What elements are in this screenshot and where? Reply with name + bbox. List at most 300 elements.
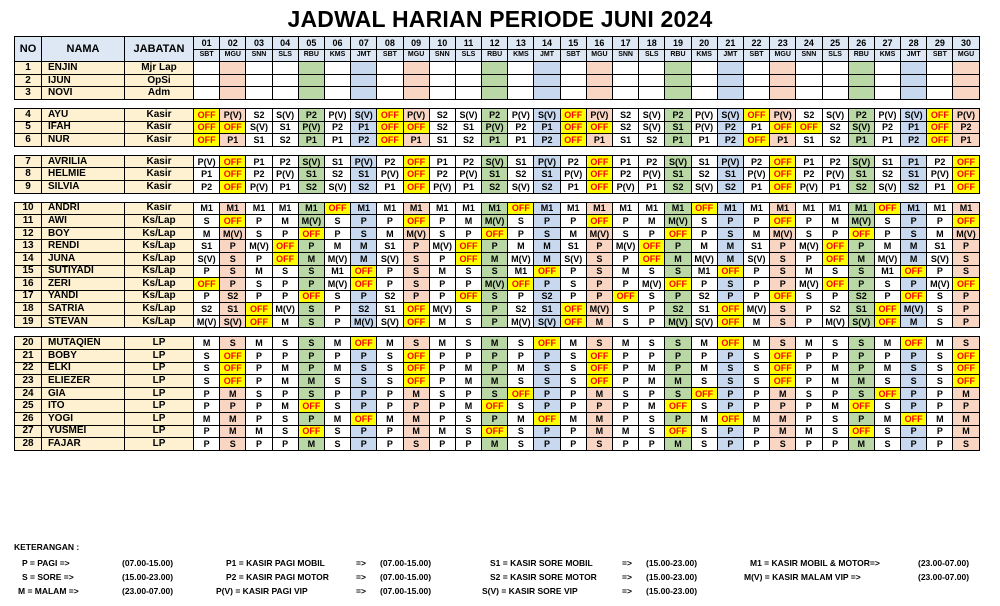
shift-cell bbox=[927, 62, 953, 75]
shift-cell: S bbox=[796, 227, 822, 240]
shift-cell: M bbox=[403, 425, 429, 438]
shift-off-cell: OFF bbox=[717, 315, 743, 328]
shift-cell: P2 bbox=[743, 155, 769, 168]
employee-name: BOY bbox=[42, 227, 125, 240]
shift-cell: P bbox=[927, 438, 953, 451]
shift-cell: S bbox=[770, 303, 796, 316]
legend-time-m1: (23.00-07.00) bbox=[918, 558, 970, 568]
shift-cell: P bbox=[429, 215, 455, 228]
shift-cell: P bbox=[534, 400, 560, 413]
shift-cell: P bbox=[613, 278, 639, 291]
shift-cell: M bbox=[560, 227, 586, 240]
employee-position: LP bbox=[125, 350, 194, 363]
row-number: 23 bbox=[15, 375, 42, 388]
shift-cell: P2 bbox=[324, 121, 350, 134]
shift-cell: M1 bbox=[272, 202, 298, 215]
shift-cell: P bbox=[403, 240, 429, 253]
shift-cell: P bbox=[560, 438, 586, 451]
shift-cell: S1 bbox=[560, 240, 586, 253]
table-row bbox=[15, 387, 980, 400]
shift-off-cell: OFF bbox=[770, 290, 796, 303]
employee-position: Ks/Lap bbox=[125, 278, 194, 291]
legend-time-sore: (15.00-23.00) bbox=[122, 572, 174, 582]
legend-time-pagi: (07.00-15.00) bbox=[122, 558, 174, 568]
shift-cell: M1 bbox=[482, 202, 508, 215]
shift-off-cell: OFF bbox=[351, 337, 377, 350]
shift-cell: P bbox=[560, 400, 586, 413]
shift-cell bbox=[455, 74, 481, 87]
shift-cell: M(V) bbox=[429, 240, 455, 253]
shift-cell: M bbox=[613, 425, 639, 438]
shift-cell bbox=[377, 62, 403, 75]
shift-cell: P bbox=[324, 387, 350, 400]
shift-cell: S(V) bbox=[927, 252, 953, 265]
shift-cell: S2 bbox=[717, 180, 743, 193]
legend-time-mv: (23.00-07.00) bbox=[918, 572, 970, 582]
day-number: 26 bbox=[848, 37, 874, 50]
shift-cell: P bbox=[534, 438, 560, 451]
shift-cell: P(V) bbox=[874, 108, 900, 121]
shift-cell: P bbox=[220, 240, 246, 253]
shift-cell: S bbox=[770, 315, 796, 328]
shift-cell: M bbox=[770, 425, 796, 438]
shift-cell: P1 bbox=[351, 121, 377, 134]
employee-position: Ks/Lap bbox=[125, 215, 194, 228]
shift-cell: P1 bbox=[927, 180, 953, 193]
shift-cell: M bbox=[796, 265, 822, 278]
table-row bbox=[15, 74, 980, 87]
weekday-label: SNN bbox=[429, 49, 455, 62]
day-number: 28 bbox=[901, 37, 927, 50]
shift-cell: S bbox=[639, 265, 665, 278]
shift-cell: S bbox=[613, 315, 639, 328]
row-number: 5 bbox=[15, 121, 42, 134]
shift-cell: P bbox=[796, 438, 822, 451]
shift-cell: P bbox=[429, 413, 455, 426]
row-number: 4 bbox=[15, 108, 42, 121]
shift-cell: M bbox=[639, 362, 665, 375]
shift-cell: S2 bbox=[482, 180, 508, 193]
weekday-label: SNN bbox=[796, 49, 822, 62]
shift-cell: S bbox=[953, 438, 979, 451]
row-number: 17 bbox=[15, 290, 42, 303]
shift-off-cell: OFF bbox=[770, 168, 796, 181]
day-number: 02 bbox=[220, 37, 246, 50]
shift-cell: S1 bbox=[874, 155, 900, 168]
day-number: 23 bbox=[770, 37, 796, 50]
shift-cell: M bbox=[691, 337, 717, 350]
shift-cell: M bbox=[508, 362, 534, 375]
table-row bbox=[15, 202, 980, 215]
shift-cell: M(V) bbox=[822, 315, 848, 328]
employee-name: NOVI bbox=[42, 87, 125, 100]
shift-cell bbox=[953, 62, 979, 75]
shift-cell: P2 bbox=[874, 121, 900, 134]
schedule-table bbox=[14, 36, 980, 451]
shift-cell: P bbox=[455, 227, 481, 240]
shift-cell: S1 bbox=[901, 168, 927, 181]
shift-cell: S bbox=[351, 362, 377, 375]
shift-cell: S(V) bbox=[377, 252, 403, 265]
group-spacer bbox=[15, 193, 980, 202]
shift-cell: P bbox=[351, 350, 377, 363]
shift-cell: P bbox=[953, 303, 979, 316]
shift-cell: P bbox=[691, 278, 717, 291]
shift-cell: M1 bbox=[665, 202, 691, 215]
shift-cell: P bbox=[613, 400, 639, 413]
shift-off-cell: OFF bbox=[403, 303, 429, 316]
shift-cell: M bbox=[272, 215, 298, 228]
legend-item-pagi: P = PAGI => bbox=[22, 558, 70, 568]
shift-cell: M bbox=[534, 252, 560, 265]
shift-cell: P bbox=[534, 387, 560, 400]
shift-cell: S bbox=[691, 425, 717, 438]
shift-cell: S(V) bbox=[246, 121, 272, 134]
shift-cell: M bbox=[298, 375, 324, 388]
shift-cell: P bbox=[377, 278, 403, 291]
shift-cell bbox=[429, 87, 455, 100]
shift-cell: P1 bbox=[901, 155, 927, 168]
employee-name: ITO bbox=[42, 400, 125, 413]
shift-cell: M1 bbox=[586, 202, 612, 215]
legend-item-p1: P1 = KASIR PAGI MOBIL bbox=[226, 558, 325, 568]
group-spacer bbox=[15, 328, 980, 337]
shift-cell: S bbox=[220, 438, 246, 451]
shift-cell: P bbox=[901, 278, 927, 291]
shift-cell: P(V) bbox=[298, 121, 324, 134]
shift-cell: P1 bbox=[586, 134, 612, 147]
day-number: 25 bbox=[822, 37, 848, 50]
shift-cell: S bbox=[927, 362, 953, 375]
shift-cell: S bbox=[822, 425, 848, 438]
shift-cell: P bbox=[377, 425, 403, 438]
shift-off-cell: OFF bbox=[351, 265, 377, 278]
shift-cell: P bbox=[272, 438, 298, 451]
shift-off-cell: OFF bbox=[717, 303, 743, 316]
shift-cell: S1 bbox=[508, 155, 534, 168]
shift-cell: S bbox=[377, 362, 403, 375]
shift-cell: S(V) bbox=[534, 315, 560, 328]
shift-cell: S bbox=[927, 350, 953, 363]
shift-cell: P(V) bbox=[246, 180, 272, 193]
shift-cell: P bbox=[743, 438, 769, 451]
shift-cell: P bbox=[848, 362, 874, 375]
shift-cell: M1 bbox=[534, 202, 560, 215]
shift-off-cell: OFF bbox=[848, 400, 874, 413]
shift-cell: S(V) bbox=[377, 315, 403, 328]
weekday-label: MGU bbox=[220, 49, 246, 62]
shift-cell bbox=[272, 87, 298, 100]
shift-cell bbox=[874, 74, 900, 87]
shift-cell: P1 bbox=[613, 155, 639, 168]
shift-cell: S bbox=[665, 265, 691, 278]
shift-off-cell: OFF bbox=[770, 155, 796, 168]
shift-cell: P2 bbox=[901, 134, 927, 147]
shift-cell: P bbox=[482, 362, 508, 375]
table-row bbox=[15, 134, 980, 147]
weekday-label: SBT bbox=[743, 49, 769, 62]
table-row bbox=[15, 400, 980, 413]
weekday-label: MGU bbox=[953, 49, 979, 62]
shift-cell: M1 bbox=[691, 265, 717, 278]
legend-arrow-pv: => bbox=[356, 586, 366, 596]
shift-cell: S1 bbox=[743, 240, 769, 253]
employee-position: Mjr Lap bbox=[125, 62, 194, 75]
shift-cell: P bbox=[220, 278, 246, 291]
shift-cell: S2 bbox=[429, 108, 455, 121]
employee-position: Kasir bbox=[125, 180, 194, 193]
shift-cell: P bbox=[429, 438, 455, 451]
day-number: 15 bbox=[560, 37, 586, 50]
shift-cell: S(V) bbox=[665, 155, 691, 168]
shift-off-cell: OFF bbox=[743, 108, 769, 121]
shift-cell: P bbox=[927, 400, 953, 413]
shift-cell: P bbox=[586, 240, 612, 253]
legend-item-s2: S2 = KASIR SORE MOTOR bbox=[490, 572, 597, 582]
shift-cell bbox=[822, 87, 848, 100]
shift-cell: S(V) bbox=[482, 155, 508, 168]
shift-cell: S bbox=[324, 438, 350, 451]
shift-cell: P1 bbox=[639, 180, 665, 193]
shift-cell bbox=[586, 62, 612, 75]
shift-cell: S2 bbox=[901, 180, 927, 193]
row-number: 13 bbox=[15, 240, 42, 253]
shift-cell: P bbox=[298, 350, 324, 363]
shift-cell: M(V) bbox=[901, 303, 927, 316]
shift-off-cell: OFF bbox=[220, 350, 246, 363]
shift-cell bbox=[455, 62, 481, 75]
shift-cell: S bbox=[770, 337, 796, 350]
shift-cell: P1 bbox=[403, 134, 429, 147]
shift-cell bbox=[403, 74, 429, 87]
shift-cell: M bbox=[743, 337, 769, 350]
shift-cell: S bbox=[220, 252, 246, 265]
shift-cell: S bbox=[482, 290, 508, 303]
shift-cell: P(V) bbox=[586, 108, 612, 121]
shift-cell: S1 bbox=[717, 168, 743, 181]
shift-off-cell: OFF bbox=[770, 180, 796, 193]
weekday-label: MGU bbox=[586, 49, 612, 62]
shift-off-cell: OFF bbox=[639, 240, 665, 253]
shift-cell: P bbox=[743, 387, 769, 400]
shift-cell: S bbox=[455, 265, 481, 278]
shift-off-cell: OFF bbox=[874, 387, 900, 400]
shift-cell: P bbox=[665, 350, 691, 363]
shift-cell: P bbox=[717, 215, 743, 228]
shift-cell: S2 bbox=[691, 168, 717, 181]
shift-cell: M bbox=[874, 240, 900, 253]
employee-position: Kasir bbox=[125, 134, 194, 147]
shift-cell: S1 bbox=[534, 303, 560, 316]
shift-off-cell: OFF bbox=[665, 227, 691, 240]
shift-cell bbox=[298, 74, 324, 87]
shift-off-cell: OFF bbox=[665, 425, 691, 438]
shift-cell: P2 bbox=[848, 108, 874, 121]
shift-off-cell: OFF bbox=[743, 134, 769, 147]
shift-cell: S bbox=[534, 362, 560, 375]
shift-cell: P bbox=[246, 400, 272, 413]
shift-cell bbox=[534, 87, 560, 100]
shift-cell: P bbox=[429, 252, 455, 265]
shift-cell: S2 bbox=[508, 303, 534, 316]
shift-cell: M(V) bbox=[586, 227, 612, 240]
shift-cell: P(V) bbox=[351, 155, 377, 168]
row-number: 19 bbox=[15, 315, 42, 328]
row-number: 10 bbox=[15, 202, 42, 215]
shift-cell: S bbox=[874, 425, 900, 438]
shift-cell: S bbox=[508, 215, 534, 228]
shift-cell bbox=[194, 62, 220, 75]
shift-cell: M bbox=[770, 387, 796, 400]
shift-cell: S bbox=[639, 290, 665, 303]
shift-off-cell: OFF bbox=[691, 387, 717, 400]
shift-off-cell: OFF bbox=[403, 155, 429, 168]
shift-off-cell: OFF bbox=[403, 168, 429, 181]
shift-cell: M bbox=[848, 375, 874, 388]
shift-cell bbox=[770, 74, 796, 87]
group-spacer bbox=[15, 99, 980, 108]
shift-off-cell: OFF bbox=[770, 350, 796, 363]
shift-cell: M1 bbox=[246, 202, 272, 215]
shift-cell: P bbox=[429, 375, 455, 388]
shift-cell: M bbox=[822, 375, 848, 388]
employee-name: HELMIE bbox=[42, 168, 125, 181]
shift-off-cell: OFF bbox=[874, 315, 900, 328]
shift-off-cell: OFF bbox=[822, 278, 848, 291]
shift-cell: S bbox=[508, 375, 534, 388]
shift-cell: M1 bbox=[639, 202, 665, 215]
weekday-label: JMT bbox=[534, 49, 560, 62]
shift-cell: P bbox=[770, 400, 796, 413]
shift-cell: S(V) bbox=[220, 315, 246, 328]
shift-off-cell: OFF bbox=[482, 400, 508, 413]
shift-cell: P bbox=[482, 240, 508, 253]
shift-cell bbox=[246, 87, 272, 100]
shift-cell: M bbox=[246, 265, 272, 278]
shift-cell: S bbox=[874, 400, 900, 413]
shift-cell: S2 bbox=[639, 134, 665, 147]
shift-cell: S bbox=[639, 337, 665, 350]
weekday-label: KMS bbox=[691, 49, 717, 62]
shift-cell: M bbox=[272, 375, 298, 388]
shift-cell: P bbox=[901, 425, 927, 438]
shift-cell: M bbox=[848, 252, 874, 265]
shift-cell: S(V) bbox=[848, 121, 874, 134]
shift-cell: M bbox=[901, 315, 927, 328]
employee-position: LP bbox=[125, 362, 194, 375]
table-row bbox=[15, 227, 980, 240]
shift-cell: M(V) bbox=[429, 303, 455, 316]
shift-cell: M bbox=[613, 265, 639, 278]
shift-off-cell: OFF bbox=[508, 387, 534, 400]
shift-cell: M1 bbox=[796, 202, 822, 215]
shift-cell: P bbox=[429, 400, 455, 413]
shift-off-cell: OFF bbox=[560, 121, 586, 134]
shift-cell: S bbox=[377, 375, 403, 388]
shift-off-cell: OFF bbox=[953, 215, 979, 228]
shift-off-cell: OFF bbox=[901, 413, 927, 426]
shift-cell bbox=[953, 87, 979, 100]
shift-cell: S bbox=[848, 265, 874, 278]
shift-cell: S bbox=[848, 387, 874, 400]
shift-cell: P bbox=[324, 350, 350, 363]
day-number: 27 bbox=[874, 37, 900, 50]
shift-cell: M bbox=[298, 438, 324, 451]
table-row bbox=[15, 438, 980, 451]
shift-cell: M bbox=[455, 375, 481, 388]
employee-name: FAJAR bbox=[42, 438, 125, 451]
shift-cell: M bbox=[429, 265, 455, 278]
shift-cell: S bbox=[351, 227, 377, 240]
employee-name: ZERI bbox=[42, 278, 125, 291]
shift-cell: S bbox=[665, 387, 691, 400]
shift-cell: S1 bbox=[665, 168, 691, 181]
shift-off-cell: OFF bbox=[691, 202, 717, 215]
shift-cell: M bbox=[324, 240, 350, 253]
weekday-label: SNN bbox=[246, 49, 272, 62]
shift-cell: M(V) bbox=[194, 315, 220, 328]
shift-off-cell: OFF bbox=[220, 121, 246, 134]
row-number: 18 bbox=[15, 303, 42, 316]
employee-position: Ks/Lap bbox=[125, 240, 194, 253]
shift-cell: S(V) bbox=[848, 155, 874, 168]
shift-cell: S bbox=[613, 303, 639, 316]
shift-cell: M(V) bbox=[848, 215, 874, 228]
row-number: 9 bbox=[15, 180, 42, 193]
shift-cell: P2 bbox=[534, 134, 560, 147]
shift-cell: S bbox=[246, 278, 272, 291]
shift-cell bbox=[770, 62, 796, 75]
employee-name: ANDRI bbox=[42, 202, 125, 215]
shift-cell: S bbox=[613, 387, 639, 400]
shift-off-cell: OFF bbox=[194, 134, 220, 147]
shift-cell: P(V) bbox=[220, 108, 246, 121]
shift-cell: P bbox=[455, 278, 481, 291]
employee-position: Kasir bbox=[125, 168, 194, 181]
shift-cell: P1 bbox=[770, 134, 796, 147]
shift-cell: P bbox=[194, 387, 220, 400]
shift-cell: P(V) bbox=[613, 180, 639, 193]
shift-cell: P bbox=[482, 350, 508, 363]
shift-off-cell: OFF bbox=[246, 303, 272, 316]
shift-cell: M bbox=[482, 438, 508, 451]
employee-position: LP bbox=[125, 400, 194, 413]
shift-cell: M bbox=[717, 252, 743, 265]
shift-cell bbox=[901, 74, 927, 87]
shift-cell bbox=[743, 74, 769, 87]
shift-cell: M bbox=[639, 215, 665, 228]
shift-cell: M bbox=[770, 413, 796, 426]
shift-cell: M bbox=[848, 438, 874, 451]
shift-cell: M bbox=[743, 413, 769, 426]
shift-cell: M bbox=[377, 413, 403, 426]
table-row bbox=[15, 425, 980, 438]
shift-cell bbox=[822, 62, 848, 75]
shift-cell: P bbox=[324, 227, 350, 240]
shift-off-cell: OFF bbox=[298, 290, 324, 303]
shift-cell: M bbox=[194, 227, 220, 240]
shift-cell: S(V) bbox=[691, 315, 717, 328]
employee-name: IJUN bbox=[42, 74, 125, 87]
shift-cell: P1 bbox=[429, 155, 455, 168]
table-row bbox=[15, 337, 980, 350]
shift-cell: S bbox=[220, 337, 246, 350]
shift-cell: S2 bbox=[508, 168, 534, 181]
shift-cell: P bbox=[298, 240, 324, 253]
employee-position: Kasir bbox=[125, 202, 194, 215]
employee-position: OpSi bbox=[125, 74, 194, 87]
shift-cell: S1 bbox=[377, 240, 403, 253]
